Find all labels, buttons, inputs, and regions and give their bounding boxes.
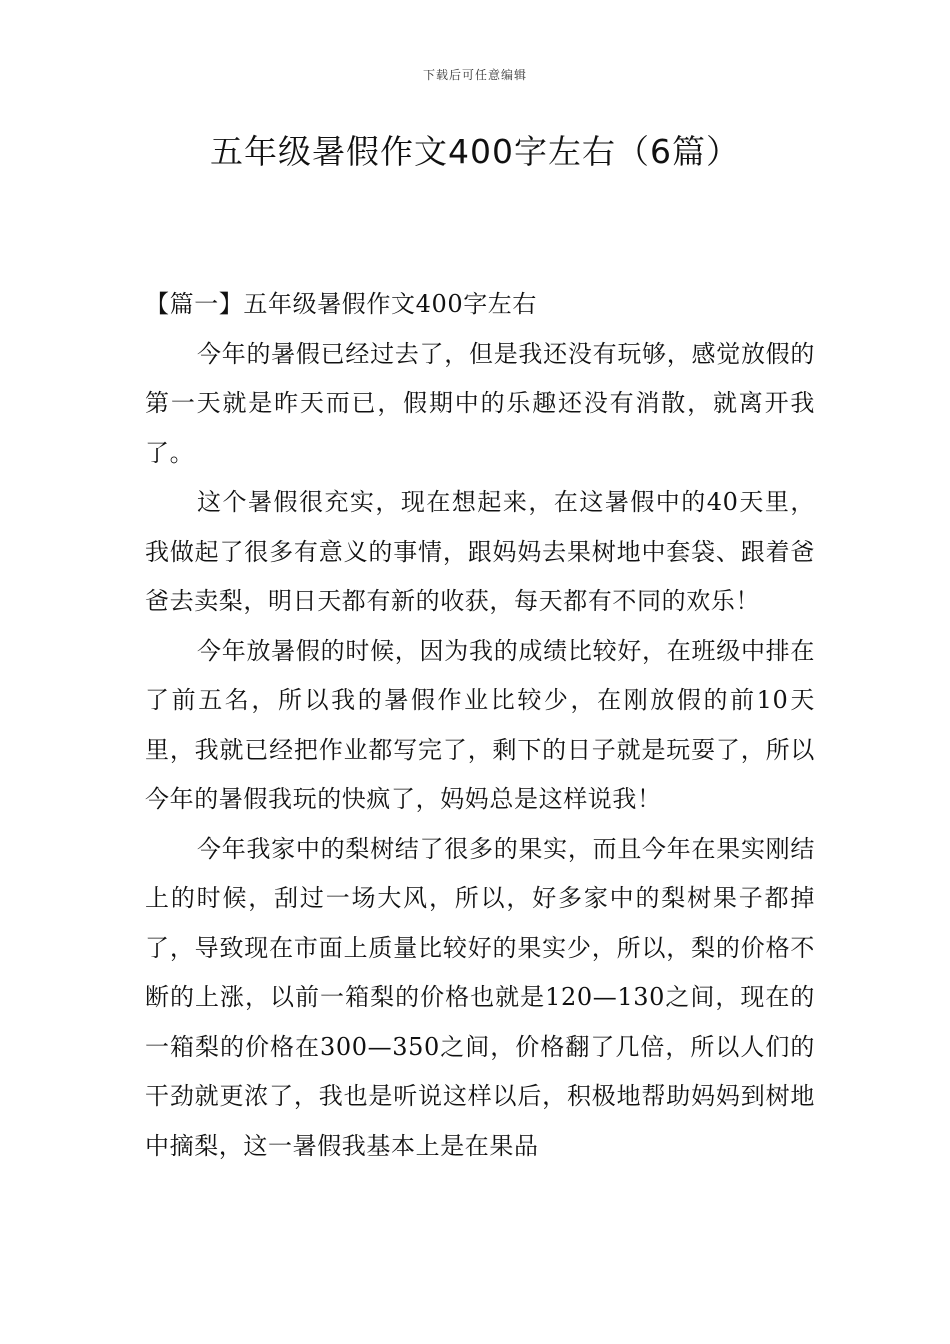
paragraph: 今年放暑假的时候，因为我的成绩比较好，在班级中排在了前五名，所以我的暑假作业比较少，在刚放假的前10天里，我就已经把作业都写完了，剩下的日子就是玩耍了，所以今年的暑假我玩的快疯了，妈妈总是这样说我！	[145, 636, 815, 813]
paragraph: 这个暑假很充实，现在想起来，在这暑假中的40天里，我做起了很多有意义的事情，跟妈妈去果树地中套袋、跟着爸爸去卖梨，明日天都有新的收获，每天都有不同的欢乐！	[145, 488, 815, 615]
document-title: 五年级暑假作文400字左右（6篇）	[210, 132, 740, 171]
document-body	[145, 280, 815, 1171]
paragraph: 今年我家中的梨树结了很多的果实，而且今年在果实刚结上的时候，刮过一场大风，所以，好多家中的梨树果子都掉了，导致现在市面上质量比较好的果实少，所以，梨的价格不断的上涨，以前一箱梨的价格也就是120—130之间，现在的一箱梨的价格在300—350之间，价格翻了几倍，所以人们的干劲就更浓了，我也是听说这样以后，积极地帮助妈妈到树地中摘梨，这一暑假我基本上是在果品	[145, 834, 815, 1160]
header-note: 下载后可任意编辑	[422, 68, 527, 82]
section-heading: 【篇一】五年级暑假作文400字左右	[145, 290, 538, 318]
paragraph: 今年的暑假已经过去了，但是我还没有玩够，感觉放假的第一天就是昨天而已，假期中的乐趣还没有消散，就离开我了。	[145, 339, 815, 467]
